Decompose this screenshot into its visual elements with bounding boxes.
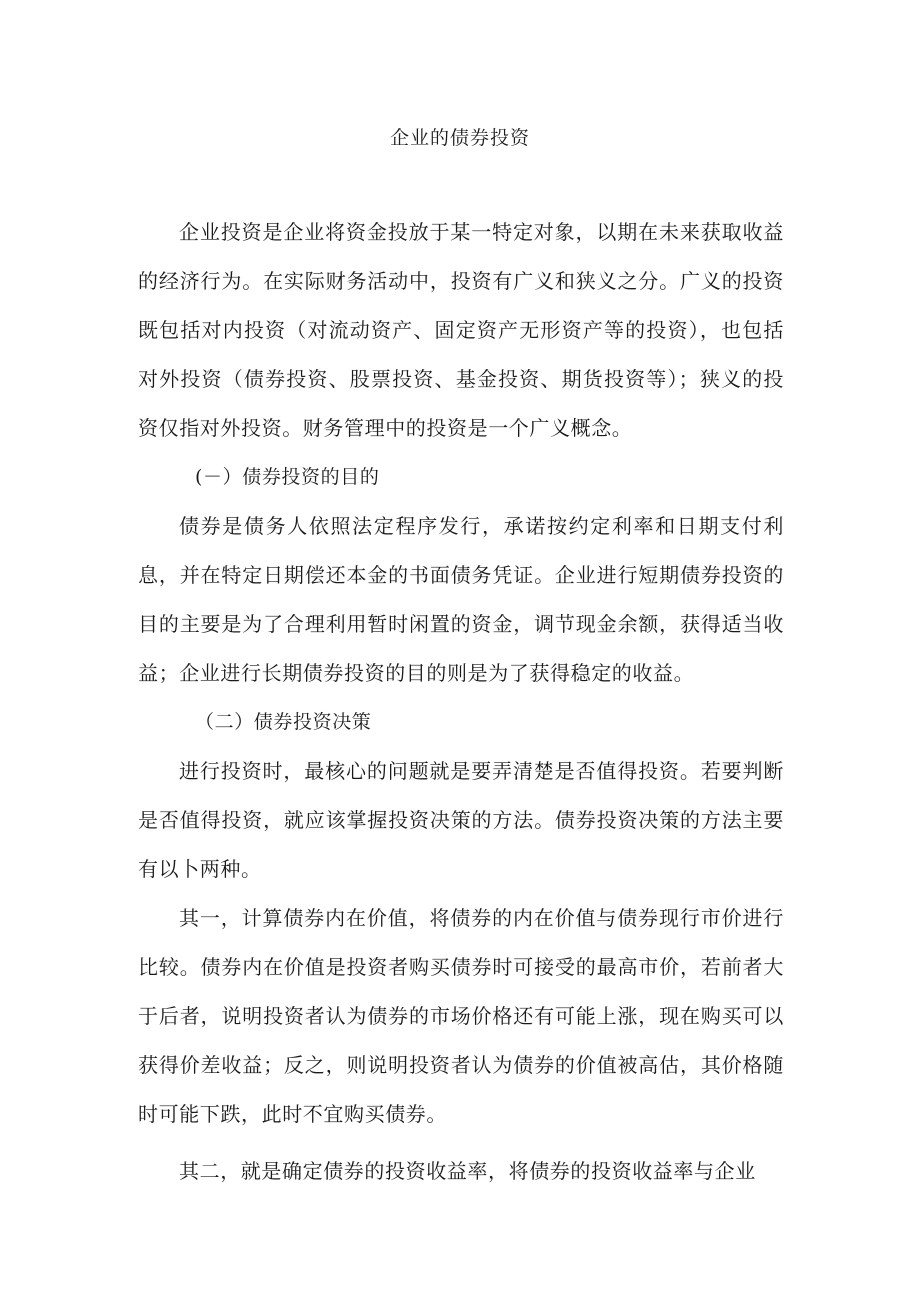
section-heading-purpose: (－）债券投资的目的 xyxy=(195,466,380,488)
paragraph-method-one: 其一，计算债券内在价值，将债券的内在价值与债券现行市价进行比较。债券内在价值是投资者购买债券时可接受的最高市价，若前者大于后者，说明投资者认为债券的市场价格还有可能上涨，现在购买可以获得价差收益；反之，则说明投资者认为债券的价值被高估，其价格随时可能下跌，此时不宜购买债券。 xyxy=(138,906,784,1126)
document-body xyxy=(138,208,784,1196)
paragraph-investment-definition: 企业投资是企业将资金投放于某一特定对象，以期在未来获取收益的经济行为。在实际财务活动中，投资有广义和狭义之分。广义的投资既包括对内投资（对流动资产、固定资产无形资产等的投资），也包括对外投资（债券投资、股票投资、基金投资、期货投资等）；狭义的投资仅指对外投资。财务管理中的投资是一个广义概念。 xyxy=(138,220,784,440)
section-heading-decision: （二）债券投资决策 xyxy=(195,711,372,733)
document-title: 企业的债券投资 xyxy=(389,127,530,149)
paragraph-bond-definition: 债券是债务人依照法定程序发行，承诺按约定利率和日期支付利息，并在特定日期偿还本金的书面债务凭证。企业进行短期债券投资的目的主要是为了合理利用暂时闲置的资金，调节现金余额，获得适当收益；企业进行长期债券投资的目的则是为了获得稳定的收益。 xyxy=(138,514,784,685)
paragraph-method-two: 其二，就是确定债券的投资收益率，将债券的投资收益率与企业 xyxy=(179,1159,756,1183)
paragraph-decision-intro: 进行投资时，最核心的问题就是要弄清楚是否值得投资。若要判断是否值得投资，就应该掌握投资决策的方法。债券投资决策的方法主要有以卜两种。 xyxy=(138,759,784,881)
